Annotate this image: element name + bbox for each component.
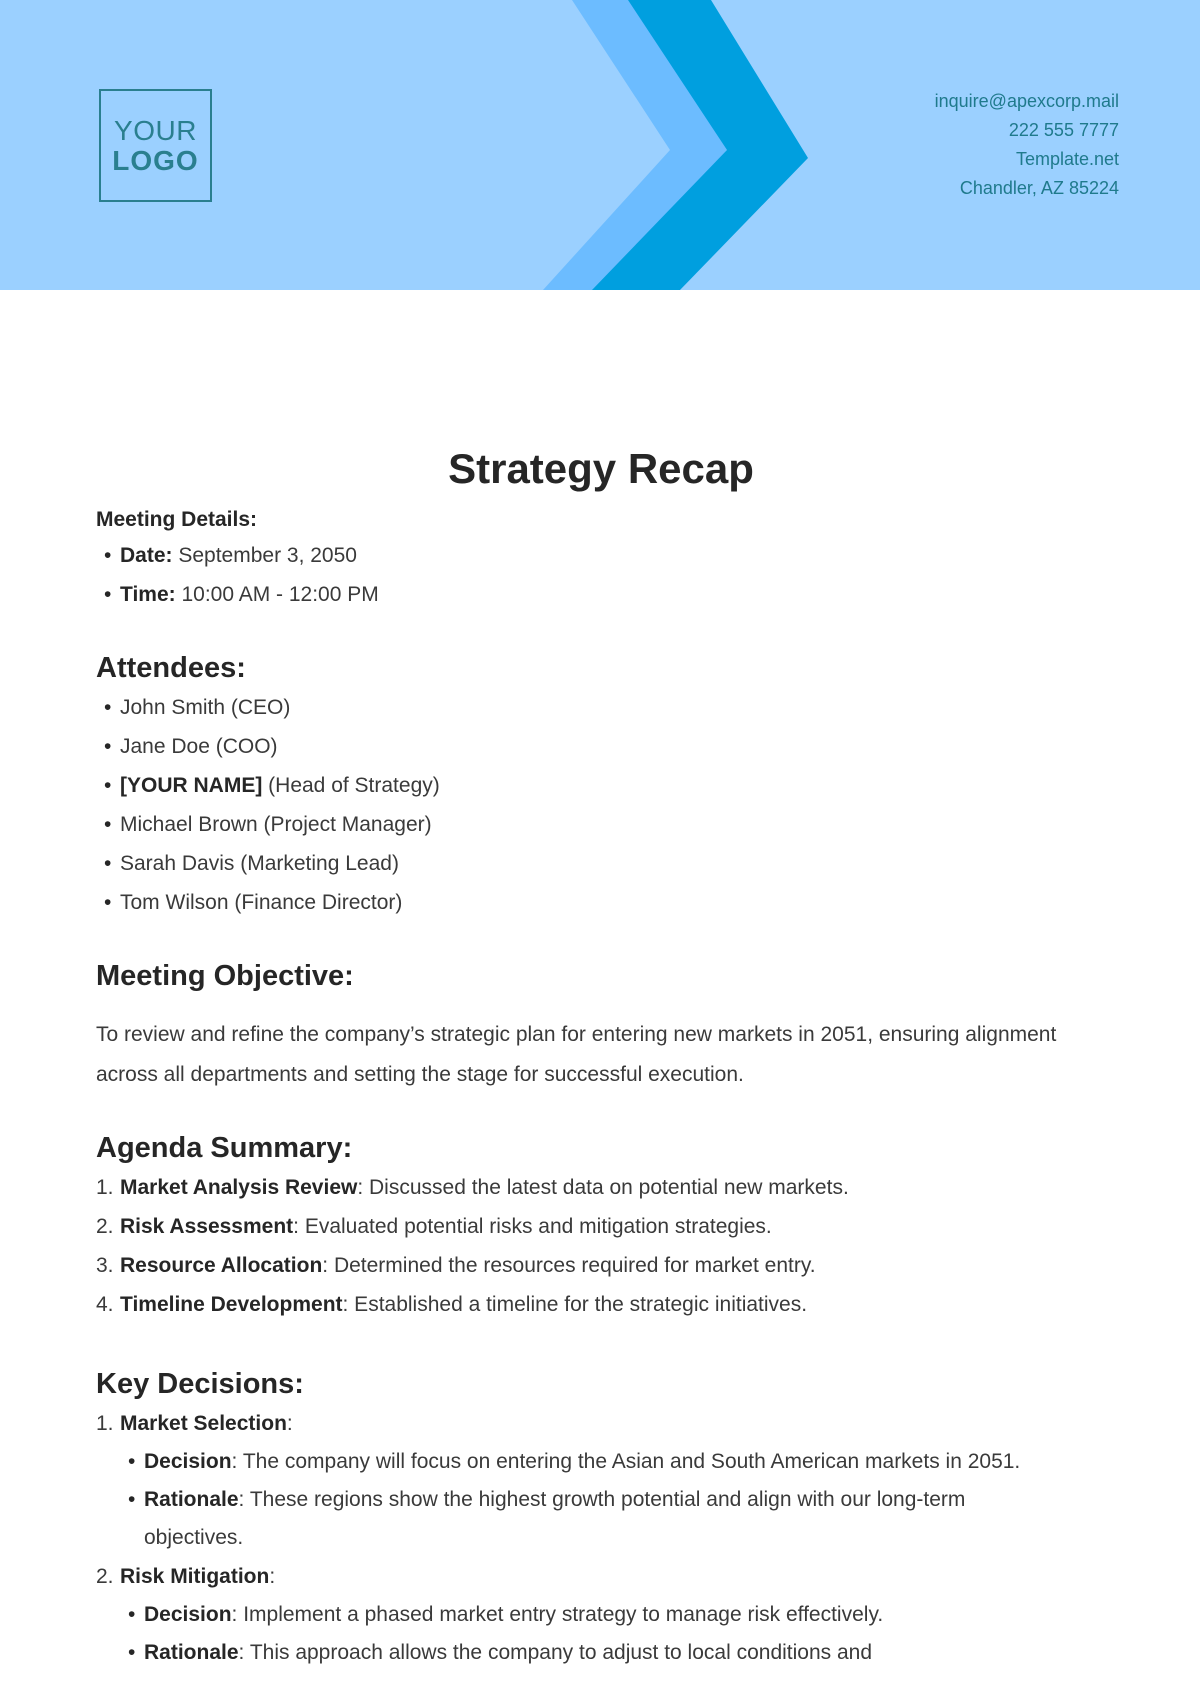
agenda-item <box>96 1246 1106 1285</box>
agenda-title: Market Analysis Review <box>120 1176 358 1199</box>
agenda-list <box>96 1168 1106 1324</box>
bullet-icon <box>96 688 120 727</box>
agenda-text: : Determined the resources required for market entry. <box>322 1254 816 1277</box>
attendee-text: John Smith (CEO) <box>120 696 291 719</box>
subitem-label: Decision <box>144 1450 232 1473</box>
document-body <box>96 440 1106 1672</box>
bullet-icon <box>96 575 120 614</box>
bullet-icon <box>120 1481 144 1557</box>
decision-subitem <box>120 1443 1106 1481</box>
agenda-text: : Evaluated potential risks and mitigation strategies. <box>293 1215 772 1238</box>
objective-text: To review and refine the company’s strategic plan for entering new markets in 2051, ensuring alignment across all departments and setting the stage for successful execution. <box>96 1023 1057 1086</box>
attendee-item <box>96 805 1106 844</box>
bullet-icon <box>96 536 120 575</box>
contact-website[interactable]: Template.net <box>1015 149 1119 169</box>
agenda-text: : Established a timeline for the strategic initiatives. <box>342 1293 808 1316</box>
attendee-name-placeholder: [YOUR NAME] <box>120 774 263 797</box>
detail-value: September 3, 2050 <box>172 544 357 567</box>
attendee-item <box>96 883 1106 922</box>
attendees-heading: Attendees: <box>96 652 246 684</box>
header-band <box>0 0 1200 290</box>
contact-phone: 222 555 7777 <box>1008 120 1119 140</box>
detail-date <box>96 536 1106 575</box>
attendee-item <box>96 766 1106 805</box>
bullet-icon <box>120 1596 144 1634</box>
subitem-label: Rationale <box>144 1488 239 1511</box>
agenda-title: Risk Assessment <box>120 1215 294 1238</box>
agenda-item <box>96 1285 1106 1324</box>
decision-title-row <box>96 1557 1106 1596</box>
attendee-item <box>96 688 1106 727</box>
decision-sublist <box>120 1596 1106 1672</box>
decision-subitem <box>120 1634 1106 1672</box>
subitem-text: : The company will focus on entering the Asian and South American markets in 2051. <box>231 1450 1021 1473</box>
attendee-text: (Head of Strategy) <box>262 774 440 797</box>
contact-email[interactable]: inquire@apexcorp.mail <box>934 91 1119 111</box>
decision-title: Risk Mitigation <box>120 1565 270 1588</box>
decision-colon: : <box>286 1412 293 1435</box>
attendee-item <box>96 844 1106 883</box>
attendee-text: Michael Brown (Project Manager) <box>120 813 432 836</box>
agenda-item <box>96 1168 1106 1207</box>
attendee-text: Tom Wilson (Finance Director) <box>120 891 403 914</box>
subitem-label: Rationale <box>144 1641 239 1664</box>
subitem-label: Decision <box>144 1603 232 1626</box>
detail-label: Date: <box>120 544 173 567</box>
decision-group <box>96 1404 1106 1557</box>
meeting-details-label: Meeting Details: <box>96 508 258 531</box>
agenda-number: 3. <box>96 1254 114 1277</box>
bullet-icon <box>96 727 120 766</box>
decision-subitem <box>120 1481 1106 1557</box>
agenda-text: : Discussed the latest data on potential new markets. <box>357 1176 849 1199</box>
agenda-number: 4. <box>96 1293 114 1316</box>
decision-group <box>96 1557 1106 1672</box>
decision-subitem <box>120 1596 1106 1634</box>
attendee-text: Jane Doe (COO) <box>120 735 278 758</box>
document-title: Strategy Recap <box>448 445 754 492</box>
decisions-list <box>96 1404 1106 1672</box>
subitem-text: : Implement a phased market entry strategy to manage risk effectively. <box>231 1603 884 1626</box>
objective-heading: Meeting Objective: <box>96 960 354 992</box>
agenda-title: Timeline Development <box>120 1293 343 1316</box>
bullet-icon <box>96 766 120 805</box>
logo-line-2: LOGO <box>112 144 199 176</box>
decision-sublist <box>120 1443 1106 1557</box>
decision-title: Market Selection <box>120 1412 287 1435</box>
decision-title-row <box>96 1404 1106 1443</box>
bullet-icon <box>120 1634 144 1672</box>
decision-number: 2. <box>96 1565 114 1588</box>
attendees-list <box>96 688 1106 922</box>
detail-value: 10:00 AM - 12:00 PM <box>175 583 379 606</box>
bullet-icon <box>96 844 120 883</box>
agenda-heading: Agenda Summary: <box>96 1132 353 1164</box>
subitem-text: : These regions show the highest growth potential and align with our long-term objectives. <box>144 1488 966 1549</box>
attendee-text: Sarah Davis (Marketing Lead) <box>120 852 399 875</box>
logo-line-1: YOUR <box>114 115 197 147</box>
bullet-icon <box>120 1443 144 1481</box>
company-logo <box>99 89 212 202</box>
decision-number: 1. <box>96 1412 114 1435</box>
agenda-title: Resource Allocation <box>120 1254 323 1277</box>
detail-label: Time: <box>120 583 176 606</box>
contact-block <box>935 88 1119 204</box>
detail-time <box>96 575 1106 614</box>
agenda-number: 1. <box>96 1176 114 1199</box>
decision-colon: : <box>269 1565 276 1588</box>
subitem-text: : This approach allows the company to adjust to local conditions and <box>238 1641 873 1664</box>
agenda-item <box>96 1207 1106 1246</box>
decisions-heading: Key Decisions: <box>96 1368 304 1400</box>
attendee-item <box>96 727 1106 766</box>
bullet-icon <box>96 883 120 922</box>
contact-address: Chandler, AZ 85224 <box>959 178 1119 198</box>
bullet-icon <box>96 805 120 844</box>
meeting-details-list <box>96 536 1106 614</box>
agenda-number: 2. <box>96 1215 114 1238</box>
